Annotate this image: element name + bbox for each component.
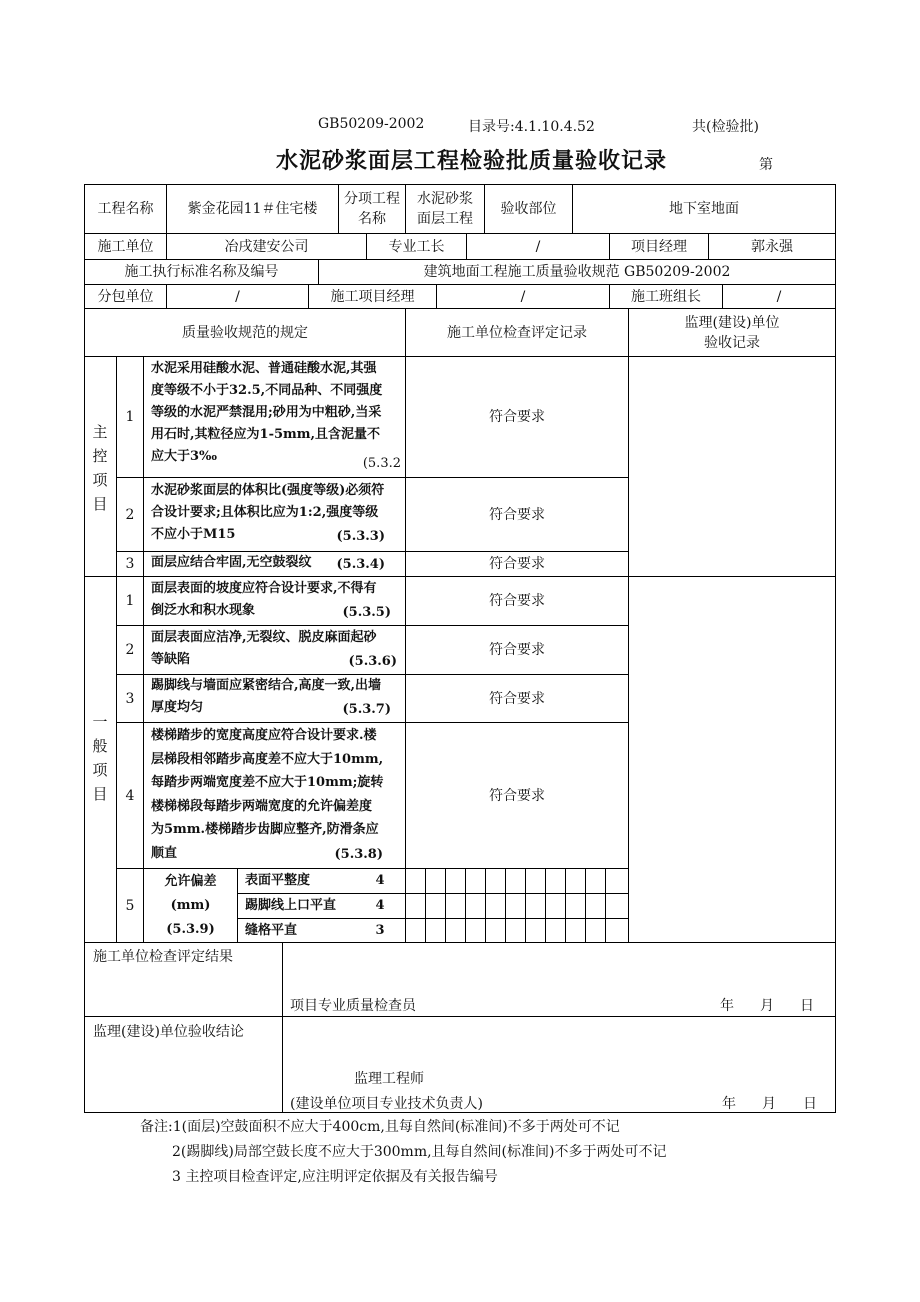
general-item-2-number: 2 <box>125 642 135 658</box>
team-leader-value: / <box>776 288 782 305</box>
general-item-1-result: 符合要求 <box>489 593 545 609</box>
subcontractor-value: / <box>235 288 240 305</box>
main-item-1-requirement: 水泥采用硅酸水泥、普通硅酸水泥,其强 度等级不小于32.5,不同品种、不同强度 等级的水泥严禁混用;砂用为中粗砂,当采 用石时,其粒径应为1-5mm,且含泥量不 应大于3‰ (5.3.2 <box>151 358 401 475</box>
tolerance-item-3-value: 3 <box>375 922 385 938</box>
general-item-1-requirement: 面层表面的坡度应符合设计要求,不得有 倒泛水和积水现象 (5.3.5) <box>151 578 391 624</box>
batch-total: 共(检验批) <box>692 119 759 135</box>
contractor-check-column-header: 施工单位检查评定记录 <box>447 324 587 341</box>
general-items-label: 一 般 项 目 <box>92 713 108 803</box>
catalog-number: 目录号:4.1.10.4.52 <box>468 119 595 135</box>
team-leader-label: 施工班组长 <box>631 288 701 305</box>
general-item-3-number: 3 <box>125 690 135 707</box>
main-item-3-number: 3 <box>125 556 135 572</box>
quality-inspector-label: 项目专业质量检查员 <box>290 998 416 1014</box>
main-item-3-ref: (5.3.4) <box>336 557 385 572</box>
conclusion-month-label: 月 <box>762 1096 776 1112</box>
inspection-part-label: 验收部位 <box>500 201 557 217</box>
contractor-result-label: 施工单位检查评定结果 <box>93 949 233 965</box>
general-item-3-ref: (5.3.7) <box>342 702 391 717</box>
tolerance-item-2-value: 4 <box>375 898 385 913</box>
foreman-label: 专业工长 <box>388 238 445 255</box>
sub-project-manager-value: / <box>520 288 526 305</box>
general-item-2-ref: (5.3.6) <box>348 654 397 669</box>
main-item-1-ref: (5.3.2 <box>362 456 401 471</box>
general-item-4-requirement: 楼梯踏步的宽度高度应符合设计要求.楼 层梯段相邻踏步高度差不应大于10mm, 每踏步两端宽度差不应大于10mm;旋转 楼梯梯段每踏步两端宽度的允许偏差度 为5mm.楼梯踏步齿脚应整齐,防滑条应 顺直 (5.3.8) <box>151 724 399 866</box>
project-name-value: 紫金花园11＃住宅楼 <box>187 201 318 217</box>
main-item-2-number: 2 <box>125 506 135 523</box>
note-1: 备注:1(面层)空鼓面积不应大于400cm,且每自然间(标准间)不多于两处可不记 <box>140 1119 620 1135</box>
general-item-4-result: 符合要求 <box>489 787 545 804</box>
conclusion-year-label: 年 <box>722 1096 736 1112</box>
supervisor-conclusion-label: 监理(建设)单位验收结论 <box>93 1024 244 1040</box>
general-item-1-number: 1 <box>125 593 135 609</box>
standard-value: 建筑地面工程施工质量验收规范 GB50209-2002 <box>423 264 731 280</box>
note-2: 2(踢脚线)局部空鼓长度不应大于300mm,且每自然间(标准间)不多于两处可不记 <box>172 1144 667 1160</box>
general-item-3-result: 符合要求 <box>489 690 545 707</box>
general-item-5-number: 5 <box>125 897 135 914</box>
general-item-3-requirement: 踢脚线与墙面应紧密结合,高度一致,出墙 厚度均匀 (5.3.7) <box>151 675 391 721</box>
main-item-2-requirement: 水泥砂浆面层的体积比(强度等级)必须符 合设计要求;且体积比应为1:2,强度等级 不应小于M15 (5.3.3) <box>151 480 385 548</box>
result-year-label: 年 <box>720 998 734 1014</box>
project-name-label: 工程名称 <box>97 201 154 217</box>
project-manager-value: 郭永强 <box>751 238 793 255</box>
general-item-1-ref: (5.3.5) <box>342 605 391 620</box>
general-item-4-number: 4 <box>125 787 135 804</box>
foreman-value: / <box>535 238 541 255</box>
spec-column-header: 质量验收规范的规定 <box>182 324 308 341</box>
main-item-2-result: 符合要求 <box>489 506 545 523</box>
page-title: 水泥砂浆面层工程检验批质量验收记录 <box>276 148 668 174</box>
main-item-3-result: 符合要求 <box>489 556 545 572</box>
general-item-4-ref: (5.3.8) <box>334 846 383 862</box>
note-3: 3 主控项目检查评定,应注明评定依据及有关报告编号 <box>172 1169 498 1185</box>
tolerance-item-1-value: 4 <box>375 873 385 888</box>
tolerance-item-1-name: 表面平整度 <box>245 873 311 888</box>
main-items-label: 主 控 项 目 <box>92 423 108 513</box>
subcontractor-label: 分包单位 <box>97 288 154 305</box>
standard-code: GB50209-2002 <box>318 116 425 132</box>
main-item-1-result: 符合要求 <box>489 409 545 425</box>
project-manager-label: 项目经理 <box>631 238 687 255</box>
main-item-1-number: 1 <box>125 409 135 425</box>
contractor-label: 施工单位 <box>97 238 154 255</box>
supervisor-column-header: 监理(建设)单位 验收记录 <box>684 314 780 351</box>
inspection-part-value: 地下室地面 <box>669 201 739 217</box>
tolerance-item-2-name: 踢脚线上口平直 <box>245 898 337 913</box>
general-item-2-result: 符合要求 <box>489 642 545 658</box>
sheet-label: 第 <box>759 157 773 173</box>
sub-project-manager-label: 施工项目经理 <box>330 288 415 305</box>
sub-item-value: 水泥砂浆面层工程 <box>417 191 473 227</box>
contractor-value: 冶戌建安公司 <box>224 238 309 255</box>
result-month-label: 月 <box>760 998 774 1014</box>
tolerance-label: 允许偏差 (mm) (5.3.9) <box>164 873 217 937</box>
conclusion-day-label: 日 <box>803 1096 817 1112</box>
result-day-label: 日 <box>800 998 814 1014</box>
supervising-engineer-label: 监理工程师 <box>354 1071 424 1087</box>
main-item-3-requirement: 面层应结合牢固,无空鼓裂纹 (5.3.4) <box>151 552 385 576</box>
technical-lead-label: (建设单位项目专业技术负责人) <box>290 1096 483 1112</box>
sub-item-label: 分项工程名称 <box>344 191 400 227</box>
tolerance-item-3-name: 缝格平直 <box>245 922 298 938</box>
main-item-2-ref: (5.3.3) <box>336 529 385 544</box>
standard-label: 施工执行标准名称及编号 <box>124 264 279 280</box>
general-item-2-requirement: 面层表面应洁净,无裂纹、脱皮麻面起砂 等缺陷 (5.3.6) <box>151 627 397 673</box>
